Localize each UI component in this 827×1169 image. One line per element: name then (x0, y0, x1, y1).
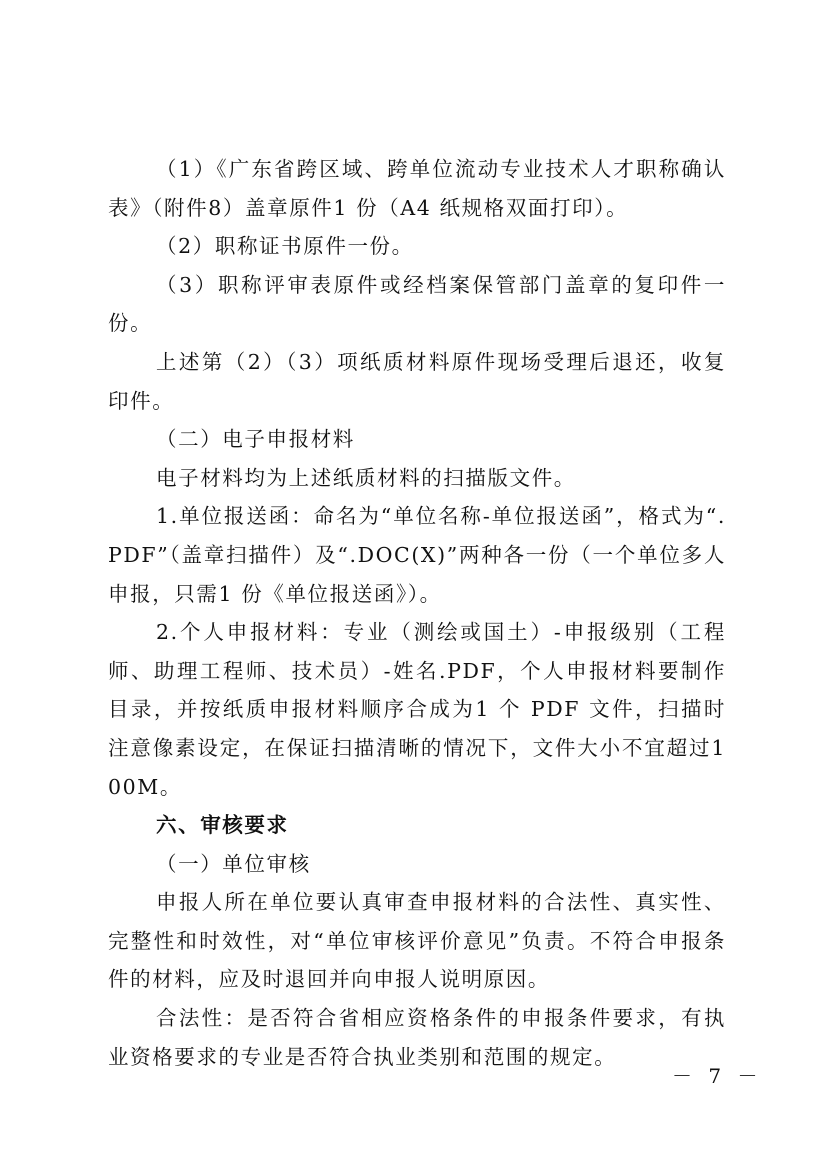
legality-definition: 合法性：是否符合省相应资格条件的申报条件要求，有执业资格要求的专业是否符合执业类别和范围的规定。 (108, 1006, 726, 1069)
item-personal-materials: 2.个人申报材料：专业（测绘或国土）-申报级别（工程师、助理工程师、技术员）-姓名.PDF，个人申报材料要制作目录，并按纸质申报材料顺序合成为1 个 PDF 文件，扫描时注意像素设定，在保证扫描清晰的情况下，文件大小不宜超过100M。 (108, 620, 726, 799)
page-body (108, 150, 726, 1076)
item-3-review-form: （3）职称评审表原件或经档案保管部门盖章的复印件一份。 (108, 272, 726, 336)
return-note: 上述第（2）（3）项纸质材料原件现场受理后退还，收复印件。 (108, 349, 726, 413)
item-1-confirmation-form: （1）《广东省跨区域、跨单位流动专业技术人才职称确认表》（附件8）盖章原件1 份（A4 纸规格双面打印）。 (108, 157, 726, 220)
page-number: － 7 － (672, 1064, 763, 1088)
unit-review-body: 申报人所在单位要认真审查申报材料的合法性、真实性、完整性和时效性，对“单位审核评价意见”负责。不符合申报条件的材料，应及时退回并向申报人说明原因。 (108, 890, 726, 992)
section-unit-review: （一）单位审核 (156, 851, 311, 876)
item-2-certificate: （2）职称证书原件一份。 (156, 234, 414, 259)
electronic-intro: 电子材料均为上述纸质材料的扫描版文件。 (156, 465, 576, 490)
item-unit-letter: 1.单位报送函：命名为“单位名称-单位报送函”，格式为“.PDF”（盖章扫描件）及“.DOC(X)”两种各一份（一个单位多人申报，只需1 份《单位报送函》）。 (108, 504, 726, 606)
heading-review-requirements: 六、审核要求 (156, 813, 289, 838)
section-electronic-materials: （二）电子申报材料 (156, 427, 355, 452)
